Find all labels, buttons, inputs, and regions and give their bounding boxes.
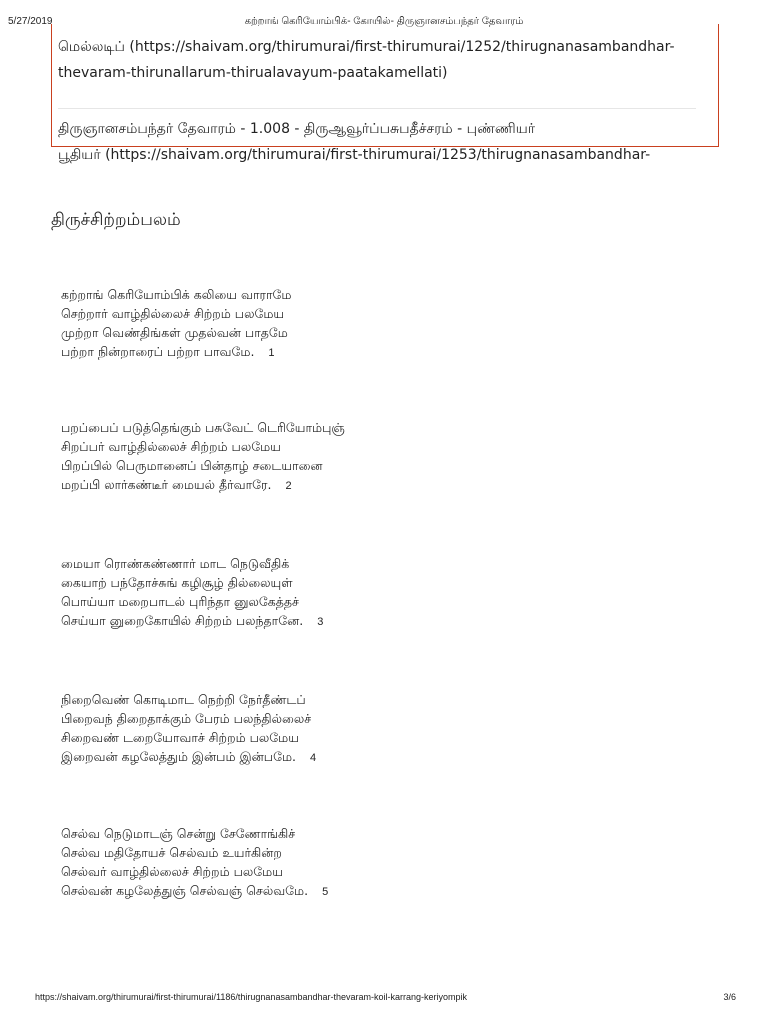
page-count: 3/6 [723,992,736,1002]
verse-line: மையா ரொண்கண்ணார் மாட நெடுவீதிக் [61,556,290,571]
verse-line: செற்றார் வாழ்தில்லைச் சிற்றம் பலமேய [61,306,285,321]
section-heading: திருச்சிற்றம்பலம் [51,210,181,230]
verse-line: பறப்பைப் படுத்தெங்கும் பசுவேட் டெரியோம்புஞ் [61,420,345,435]
verse-number: 3 [317,616,324,628]
print-footer [35,992,736,1006]
related-link-2[interactable] [58,116,696,168]
verse-line: செய்யா னுறைகோயில் சிற்றம் பலந்தானே. [61,613,304,628]
verse-line: சிறப்பர் வாழ்தில்லைச் சிற்றம் பலமேய [61,439,281,454]
related-link-1[interactable] [58,34,696,86]
print-url: https://shaivam.org/thirumurai/first-thirumurai/1186/thirugnanasambandhar-thevaram-koil-karrang-keriyompik [35,992,468,1002]
verse-line: பொய்யா மறைபாடல் புரிந்தா னுலகேத்தச் [61,594,299,609]
verse-number: 4 [309,752,317,764]
print-date: 5/27/2019 [8,16,53,27]
verse-number: 5 [322,886,329,898]
verse-line: பிறைவந் திறைதாக்கும் பேரம் பலந்தில்லைச் [61,711,312,726]
verse-line: நிறைவெண் கொடிமாட நெற்றி நேர்தீண்டப் [61,692,306,707]
verse-line: முற்றா வெண்திங்கள் முதல்வன் பாதமே [61,325,288,340]
verse-5 [61,824,328,902]
verse-line: கையாற் பந்தோச்சுங் கழிசூழ் தில்லையுள் [61,575,293,590]
verse-number: 2 [285,480,292,492]
verse-line: செல்வ மதிதோயச் செல்வம் உயர்கின்ற [61,845,282,860]
related-link-2-line2[interactable]: பூதியர் (https://shaivam.org/thirumurai/first-thirumurai/1253/thirugnanasambandhar- [58,147,651,163]
link-divider [58,108,696,109]
verse-line: செல்வன் கழலேத்துஞ் செல்வஞ் செல்வமே. [61,883,309,898]
related-links-box [51,24,719,163]
verse-line: மறப்பி லார்கண்டீர் மையல் தீர்வாரே. [61,477,272,492]
related-link-1-line1[interactable]: மெல்லடிப் (https://shaivam.org/thirumurai/first-thirumurai/1252/thirugnanasambandhar- [58,39,675,55]
verse-line: கற்றாங் கெரியோம்பிக் கலியை வாராமே [61,287,292,302]
verse-line: இறைவன் கழலேத்தும் இன்பம் இன்பமே. [61,749,296,764]
verse-number: 1 [268,347,275,359]
verse-line: செல்வர் வாழ்தில்லைச் சிற்றம் பலமேய [61,864,283,879]
verse-line: பிறப்பில் பெருமானைப் பின்தாழ் சடையானை [61,458,323,473]
verse-3 [61,554,323,632]
verse-line: சிறைவண் டறையோவாச் சிற்றம் பலமேய [61,730,299,745]
verse-line: பற்றா நின்றாரைப் பற்றா பாவமே. [61,344,255,359]
verse-4 [61,690,316,768]
verse-2 [61,418,345,496]
print-title: கற்றாங் கெரியோம்பிக்- கோயில்- திருஞானசம்பந்தர் தேவாரம் [244,16,524,27]
related-link-1-line2[interactable]: thevaram-thirunallarum-thirualavayum-paatakamellati) [58,65,448,81]
verse-line: செல்வ நெடுமாடஞ் சென்று சேணோங்கிச் [61,826,296,841]
related-link-2-line1[interactable]: திருஞானசம்பந்தர் தேவாரம் - 1.008 - திருஆவூர்ப்பசுபதீச்சரம் - புண்ணியர் [58,121,536,137]
verse-1 [61,285,291,363]
